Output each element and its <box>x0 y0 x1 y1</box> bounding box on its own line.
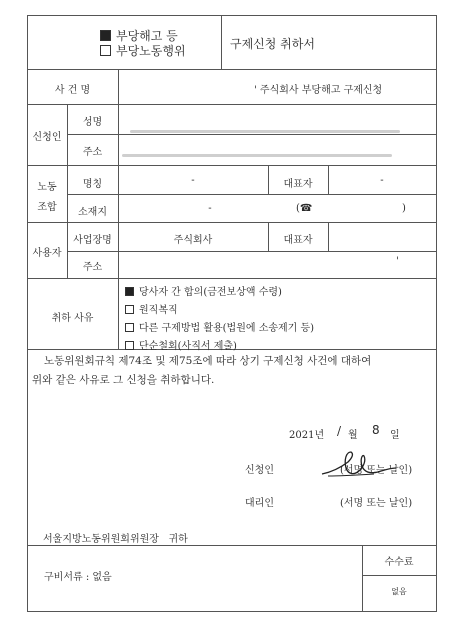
type-unfair-labor-practice: 부당노동행위 <box>116 44 186 58</box>
rule-fee-mid <box>362 575 437 576</box>
employer-rep-label: 대표자 <box>283 235 313 246</box>
union-rep-label: 대표자 <box>283 179 313 190</box>
rule-rep-right-2 <box>328 222 329 252</box>
union-phone-open: (☎ <box>296 203 313 214</box>
fee-label: 수수료 <box>384 557 414 568</box>
union-location-label: 소재지 <box>78 207 107 218</box>
agent-sign-label: 대리인 <box>245 498 274 509</box>
rule-header-bottom <box>27 69 437 70</box>
redacted-applicant-name <box>130 130 400 133</box>
applicant-sign-placeholder: (서명 또는 날인) <box>340 465 413 476</box>
rule-union-bottom <box>27 222 437 223</box>
reason-text: 단순철회(사직서 제출) <box>139 341 237 352</box>
withdrawal-label: 취하 사유 <box>51 313 94 324</box>
union-name-value: - <box>191 175 195 186</box>
case-label: 사 건 명 <box>54 85 91 96</box>
type-unfair-dismissal: 부당해고 등 <box>116 29 178 43</box>
reason-text: 다른 구제방법 활용(법원에 소송제기 등) <box>139 323 315 334</box>
rule-header-divider <box>221 15 222 70</box>
frame-top <box>27 15 437 16</box>
applicant-address-label: 주소 <box>82 147 103 158</box>
union-name-label: 명칭 <box>82 179 103 190</box>
document-title: 구제신청 취하서 <box>230 37 315 51</box>
applicant-name-label: 성명 <box>82 117 103 128</box>
date-month: 월 <box>348 430 358 441</box>
case-value: ' 주식회사 부당해고 구제신청 <box>254 85 383 96</box>
applicant-label: 신청인 <box>32 132 62 143</box>
attachments-label: 구비서류 : 없음 <box>44 572 112 583</box>
date-year: 2021년 <box>289 430 325 441</box>
redacted-applicant-address <box>122 154 392 157</box>
date-month-number: / <box>337 424 342 438</box>
rule-addressee-bottom <box>27 545 437 546</box>
rule-reasons-col <box>118 278 119 350</box>
agent-sign-placeholder: (서명 또는 날인) <box>340 498 413 509</box>
addressee: 서울지방노동위원회위원장 귀하 <box>43 534 188 545</box>
rule-employer-mid <box>67 251 437 252</box>
reason-item-1 <box>125 283 282 298</box>
rule-section-col <box>67 104 68 279</box>
employer-workplace-label: 사업장명 <box>73 235 112 246</box>
statement-line-2: 위와 같은 사유로 그 신청을 취하합니다. <box>32 374 215 386</box>
reason-item-4 <box>125 337 237 352</box>
reason-text: 원직복직 <box>139 305 178 316</box>
date-day: 일 <box>390 430 400 441</box>
checkbox-unchecked-icon <box>125 323 134 332</box>
reason-item-2 <box>125 301 178 316</box>
checkbox-unchecked-icon <box>125 305 134 314</box>
rule-label-col <box>118 69 119 105</box>
employer-workplace-value: 주식회사 <box>173 235 213 246</box>
rule-applicant-bottom <box>27 165 437 166</box>
reason-item-3 <box>125 319 314 334</box>
rule-applicant-mid <box>67 134 437 135</box>
reason-text: 당사자 간 합의(금전보상액 수령) <box>139 287 282 298</box>
union-phone-close: ) <box>402 203 406 214</box>
statement-line-1: 노동위원회규칙 제74조 및 제75조에 따라 상기 구제신청 사건에 대하여 <box>44 355 372 367</box>
employer-address-value: ' <box>396 256 399 267</box>
checkbox-checked-icon <box>125 287 134 296</box>
applicant-sign-label: 신청인 <box>245 465 274 476</box>
rule-employer-bottom <box>27 278 437 279</box>
union-rep-value: - <box>380 175 384 186</box>
rule-union-mid <box>67 194 437 195</box>
type-checkbox-row-2 <box>100 42 186 59</box>
date-day-number: 8 <box>372 423 380 437</box>
checkbox-unchecked-icon <box>125 341 134 350</box>
union-label-1: 노동 <box>37 182 57 193</box>
checkbox-unchecked-icon <box>100 45 111 56</box>
employer-label: 사용자 <box>32 248 62 259</box>
union-label-2: 조합 <box>37 202 57 213</box>
union-location-value: - <box>208 203 212 214</box>
frame-bottom <box>27 611 437 612</box>
rule-case-bottom <box>27 104 437 105</box>
handwritten-signature <box>318 446 398 482</box>
fee-value: 없음 <box>391 587 407 596</box>
employer-address-label: 주소 <box>82 262 103 273</box>
rule-field-col <box>118 104 119 279</box>
checkbox-checked-icon <box>100 30 111 41</box>
